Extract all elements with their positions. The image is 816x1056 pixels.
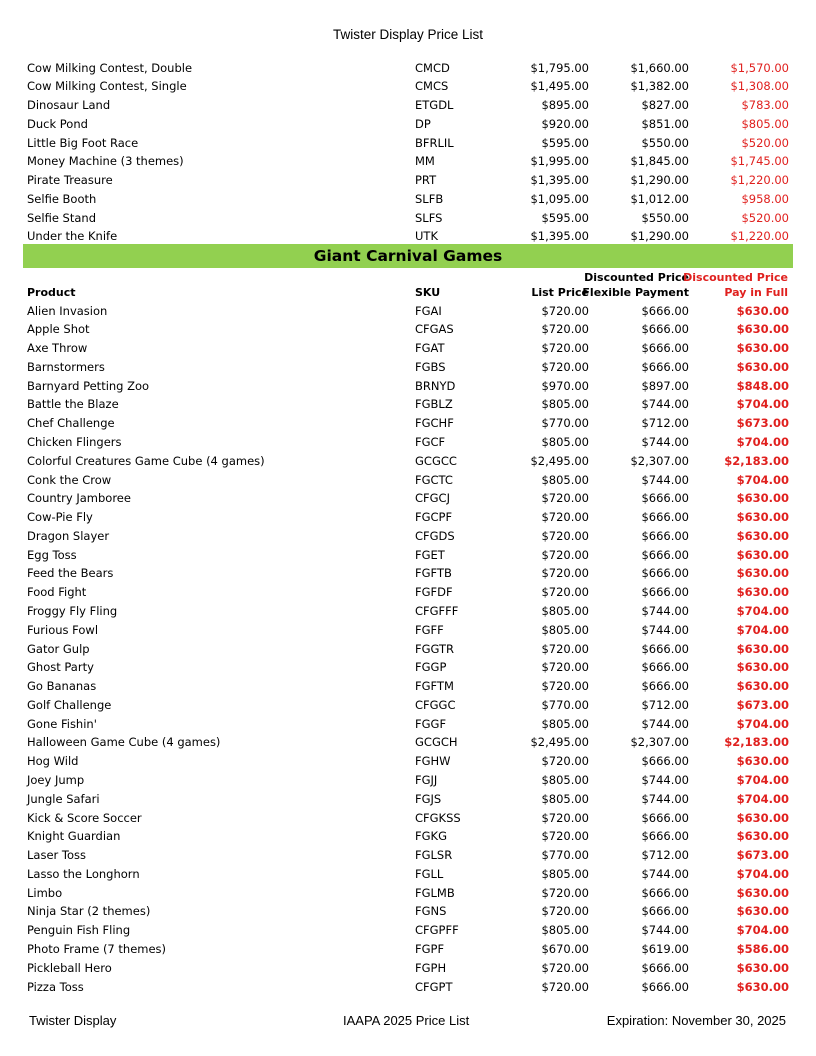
price-row — [27, 865, 791, 884]
sku: FGPF — [415, 942, 445, 957]
flexible-payment-price: $619.00 — [641, 942, 689, 957]
flexible-payment-price: $712.00 — [641, 416, 689, 431]
list-price: $720.00 — [541, 510, 589, 525]
pay-in-full-price: $1,745.00 — [730, 154, 789, 169]
sku: FGFDF — [415, 585, 453, 600]
flexible-payment-price: $744.00 — [641, 434, 689, 449]
pay-in-full-price: $704.00 — [736, 434, 789, 449]
product-name: Joey Jump — [27, 773, 85, 787]
list-price: $1,095.00 — [530, 191, 589, 206]
list-price: $720.00 — [541, 341, 589, 356]
sku: GCGCH — [415, 735, 458, 750]
list-price: $595.00 — [541, 135, 589, 150]
product-name: Selfie Stand — [27, 210, 96, 225]
list-price: $1,795.00 — [530, 60, 589, 75]
list-price: $2,495.00 — [530, 735, 589, 750]
product-name: Food Fight — [27, 585, 87, 600]
sku: FGET — [415, 547, 445, 562]
flexible-payment-price: $666.00 — [641, 341, 689, 356]
sku: FGAT — [415, 341, 445, 356]
product-name: Knight Guardian — [27, 829, 121, 844]
price-row — [27, 508, 791, 527]
sku: CMCS — [415, 79, 449, 94]
list-price: $720.00 — [541, 904, 589, 919]
pay-in-full-price: $2,183.00 — [724, 453, 789, 468]
product-name: Egg Toss — [27, 547, 77, 562]
list-price: $720.00 — [541, 585, 589, 600]
product-name: Axe Throw — [27, 341, 88, 356]
list-price: $1,995.00 — [530, 154, 589, 169]
list-price: $720.00 — [541, 528, 589, 543]
product-name: Selfie Booth — [27, 191, 97, 206]
list-price: $720.00 — [541, 566, 589, 581]
list-price: $805.00 — [541, 716, 589, 731]
price-row — [27, 602, 791, 621]
list-price: $720.00 — [541, 885, 589, 900]
price-row — [27, 640, 791, 659]
pay-in-full-price: $630.00 — [736, 359, 789, 374]
product-name: Dinosaur Land — [27, 98, 111, 112]
list-price: $595.00 — [541, 210, 589, 225]
pay-in-full-price: $630.00 — [736, 754, 789, 769]
list-price: $970.00 — [541, 378, 589, 393]
product-name: Under the Knife — [27, 229, 118, 244]
price-row — [27, 171, 791, 190]
list-price: $920.00 — [541, 116, 589, 131]
price-row — [27, 471, 791, 490]
header-full-line1: Discounted Price — [683, 271, 788, 284]
list-price: $2,495.00 — [530, 453, 589, 468]
pay-in-full-price: $783.00 — [741, 98, 789, 112]
flexible-payment-price: $666.00 — [641, 960, 689, 975]
list-price: $805.00 — [541, 791, 589, 806]
flexible-payment-price: $744.00 — [641, 716, 689, 731]
flexible-payment-price: $1,290.00 — [630, 229, 689, 244]
pay-in-full-price: $1,220.00 — [730, 229, 789, 244]
price-row — [27, 884, 791, 903]
flexible-payment-price: $666.00 — [641, 547, 689, 562]
sku: FGCPF — [415, 510, 453, 525]
product-name: Halloween Game Cube (4 games) — [27, 735, 221, 750]
flexible-payment-price: $666.00 — [641, 303, 689, 318]
flexible-payment-price: $666.00 — [641, 566, 689, 581]
price-row — [27, 564, 791, 583]
product-name: Hog Wild — [27, 754, 79, 769]
price-row — [27, 978, 791, 997]
product-name: Colorful Creatures Game Cube (4 games) — [27, 453, 265, 468]
flexible-payment-price: $666.00 — [641, 322, 689, 337]
sku: FGLMB — [415, 885, 455, 900]
product-name: Money Machine (3 themes) — [27, 154, 184, 169]
flexible-payment-price: $666.00 — [641, 491, 689, 506]
pay-in-full-price: $673.00 — [736, 416, 789, 431]
sku: FGKG — [415, 829, 447, 844]
pay-in-full-price: $630.00 — [736, 510, 789, 525]
product-name: Alien Invasion — [27, 303, 108, 318]
sku: ETGDL — [415, 98, 454, 112]
product-name: Duck Pond — [27, 116, 88, 131]
flexible-payment-price: $744.00 — [641, 923, 689, 938]
price-row — [27, 752, 791, 771]
price-row — [27, 489, 791, 508]
sku: FGLSR — [415, 848, 453, 863]
product-name: Cow-Pie Fly — [27, 510, 93, 525]
price-row — [27, 809, 791, 828]
sku: DP — [415, 116, 431, 131]
price-row — [27, 527, 791, 546]
sku: FGGF — [415, 716, 447, 731]
list-price: $805.00 — [541, 603, 589, 618]
list-price: $805.00 — [541, 622, 589, 637]
pay-in-full-price: $520.00 — [741, 210, 789, 225]
list-price: $770.00 — [541, 697, 589, 712]
price-row — [27, 134, 791, 153]
product-name: Golf Challenge — [27, 697, 112, 712]
price-row — [27, 395, 791, 414]
sku: FGFTB — [415, 566, 452, 581]
sku: FGFTM — [415, 679, 454, 694]
pay-in-full-price: $630.00 — [736, 979, 789, 994]
list-price: $805.00 — [541, 472, 589, 487]
sku: FGNS — [415, 904, 447, 919]
flexible-payment-price: $744.00 — [641, 397, 689, 412]
price-row — [27, 715, 791, 734]
price-row — [27, 320, 791, 339]
footer-left: Twister Display — [29, 1013, 117, 1028]
pay-in-full-price: $848.00 — [736, 378, 789, 393]
sku: CMCD — [415, 60, 450, 75]
pay-in-full-price: $704.00 — [736, 622, 789, 637]
pay-in-full-price: $704.00 — [736, 923, 789, 938]
pay-in-full-price: $1,220.00 — [730, 173, 789, 187]
sku: CFGAS — [415, 322, 454, 337]
header-full-line2: Pay in Full — [724, 286, 788, 299]
flexible-payment-price: $666.00 — [641, 585, 689, 600]
product-name: Gator Gulp — [27, 641, 90, 656]
flexible-payment-price: $744.00 — [641, 622, 689, 637]
product-name: Barnstormers — [27, 359, 105, 374]
price-row — [27, 190, 791, 209]
pay-in-full-price: $1,308.00 — [730, 79, 789, 94]
list-price: $770.00 — [541, 848, 589, 863]
product-name: Photo Frame (7 themes) — [27, 942, 167, 957]
list-price: $805.00 — [541, 397, 589, 412]
product-name: Go Bananas — [27, 679, 97, 694]
sku: FGCF — [415, 434, 446, 449]
pay-in-full-price: $2,183.00 — [724, 735, 789, 750]
pay-in-full-price: $630.00 — [736, 528, 789, 543]
flexible-payment-price: $2,307.00 — [630, 735, 689, 750]
pay-in-full-price: $630.00 — [736, 322, 789, 337]
pay-in-full-price: $1,570.00 — [730, 60, 789, 75]
pay-in-full-price: $630.00 — [736, 491, 789, 506]
sku: FGLL — [415, 866, 444, 881]
price-row — [27, 77, 791, 96]
flexible-payment-price: $744.00 — [641, 791, 689, 806]
product-name: Ninja Star (2 themes) — [27, 904, 151, 919]
flexible-payment-price: $666.00 — [641, 641, 689, 656]
price-row — [27, 677, 791, 696]
page-title: Twister Display Price List — [332, 27, 484, 42]
price-row — [27, 583, 791, 602]
header-list-price: List Price — [531, 286, 589, 299]
product-name: Jungle Safari — [27, 791, 100, 806]
flexible-payment-price: $666.00 — [641, 904, 689, 919]
price-row — [27, 358, 791, 377]
header-product: Product — [27, 286, 76, 299]
list-price: $1,395.00 — [530, 229, 589, 244]
price-row — [27, 621, 791, 640]
footer-right: Expiration: November 30, 2025 — [606, 1013, 786, 1028]
pay-in-full-price: $630.00 — [736, 641, 789, 656]
sku: FGCHF — [415, 416, 454, 431]
pay-in-full-price: $586.00 — [736, 942, 789, 957]
price-row — [27, 96, 791, 115]
flexible-payment-price: $666.00 — [641, 510, 689, 525]
product-name: Furious Fowl — [27, 622, 99, 637]
sku: CFGKSS — [415, 810, 461, 825]
product-name: Conk the Crow — [27, 472, 112, 487]
product-name: Cow Milking Contest, Single — [27, 79, 187, 94]
flexible-payment-price: $1,660.00 — [630, 60, 689, 75]
pay-in-full-price: $630.00 — [736, 660, 789, 675]
sku: CFGPFF — [415, 923, 459, 938]
sku: FGJJ — [415, 773, 438, 787]
product-name: Little Big Foot Race — [27, 135, 139, 150]
product-name: Kick & Score Soccer — [27, 810, 142, 825]
section-heading-giant-carnival-games: Giant Carnival Games — [23, 244, 793, 268]
sku: FGCTC — [415, 472, 453, 487]
price-row — [27, 733, 791, 752]
pay-in-full-price: $704.00 — [736, 397, 789, 412]
sku: CFGFFF — [415, 603, 459, 618]
flexible-payment-price: $2,307.00 — [630, 453, 689, 468]
price-row — [27, 59, 791, 78]
flexible-payment-price: $744.00 — [641, 866, 689, 881]
sku: CFGPT — [415, 979, 453, 994]
sku: FGJS — [415, 791, 442, 806]
flexible-payment-price: $744.00 — [641, 472, 689, 487]
pay-in-full-price: $958.00 — [741, 191, 789, 206]
sku: BRNYD — [415, 378, 456, 393]
list-price: $805.00 — [541, 866, 589, 881]
flexible-payment-price: $1,845.00 — [630, 154, 689, 169]
product-name: Country Jamboree — [27, 491, 131, 506]
pay-in-full-price: $630.00 — [736, 885, 789, 900]
product-name: Feed the Bears — [27, 566, 114, 581]
list-price: $720.00 — [541, 679, 589, 694]
product-name: Dragon Slayer — [27, 528, 110, 543]
product-name: Laser Toss — [27, 848, 86, 863]
list-price: $1,395.00 — [530, 173, 589, 187]
flexible-payment-price: $666.00 — [641, 885, 689, 900]
list-price: $720.00 — [541, 322, 589, 337]
list-price: $720.00 — [541, 547, 589, 562]
list-price: $720.00 — [541, 641, 589, 656]
pay-in-full-price: $630.00 — [736, 960, 789, 975]
flexible-payment-price: $744.00 — [641, 603, 689, 618]
flexible-payment-price: $550.00 — [641, 210, 689, 225]
pay-in-full-price: $630.00 — [736, 810, 789, 825]
price-row — [27, 940, 791, 959]
pay-in-full-price: $704.00 — [736, 866, 789, 881]
sku: FGGP — [415, 660, 447, 675]
price-row — [27, 921, 791, 940]
sku: CFGCJ — [415, 491, 450, 506]
sku: FGBS — [415, 359, 446, 374]
product-name: Lasso the Longhorn — [27, 866, 140, 881]
list-price: $720.00 — [541, 754, 589, 769]
sku: CFGGC — [415, 697, 456, 712]
sku: FGHW — [415, 754, 451, 769]
price-row — [27, 302, 791, 321]
product-name: Apple Shot — [27, 322, 90, 337]
product-name: Gone Fishin' — [27, 716, 97, 731]
pay-in-full-price: $704.00 — [736, 716, 789, 731]
flexible-payment-price: $712.00 — [641, 848, 689, 863]
header-flex-line2: Flexible Payment — [582, 286, 689, 299]
pay-in-full-price: $630.00 — [736, 341, 789, 356]
product-name: Chef Challenge — [27, 416, 115, 431]
pay-in-full-price: $704.00 — [736, 603, 789, 618]
flexible-payment-price: $744.00 — [641, 773, 689, 787]
price-row — [27, 658, 791, 677]
list-price: $770.00 — [541, 416, 589, 431]
list-price: $670.00 — [541, 942, 589, 957]
flexible-payment-price: $1,290.00 — [630, 173, 689, 187]
flexible-payment-price: $550.00 — [641, 135, 689, 150]
pay-in-full-price: $704.00 — [736, 773, 789, 787]
flexible-payment-price: $851.00 — [641, 116, 689, 131]
price-row — [27, 115, 791, 134]
flexible-payment-price: $1,382.00 — [630, 79, 689, 94]
product-name: Chicken Flingers — [27, 434, 122, 449]
flexible-payment-price: $666.00 — [641, 754, 689, 769]
product-name: Pizza Toss — [27, 979, 84, 994]
header-sku: SKU — [415, 286, 441, 299]
price-row — [27, 790, 791, 809]
product-name: Cow Milking Contest, Double — [27, 60, 193, 75]
price-row — [27, 846, 791, 865]
list-price: $720.00 — [541, 810, 589, 825]
list-price: $805.00 — [541, 923, 589, 938]
list-price: $720.00 — [541, 979, 589, 994]
flexible-payment-price: $897.00 — [641, 378, 689, 393]
flexible-payment-price: $666.00 — [641, 810, 689, 825]
list-price: $805.00 — [541, 773, 589, 787]
list-price: $720.00 — [541, 359, 589, 374]
pay-in-full-price: $630.00 — [736, 566, 789, 581]
list-price: $805.00 — [541, 434, 589, 449]
price-row — [27, 414, 791, 433]
flexible-payment-price: $666.00 — [641, 528, 689, 543]
sku: FGAI — [415, 303, 442, 318]
header-flex-line1: Discounted Price — [584, 271, 689, 284]
sku: SLFB — [415, 191, 444, 206]
product-name: Froggy Fly Fling — [27, 603, 118, 618]
flexible-payment-price: $666.00 — [641, 979, 689, 994]
sku: FGFF — [415, 622, 444, 637]
sku: FGBLZ — [415, 397, 453, 412]
product-name: Penguin Fish Fling — [27, 923, 131, 938]
pay-in-full-price: $630.00 — [736, 547, 789, 562]
pay-in-full-price: $630.00 — [736, 679, 789, 694]
flexible-payment-price: $827.00 — [641, 98, 689, 112]
price-row — [27, 152, 791, 171]
price-row — [27, 696, 791, 715]
flexible-payment-price: $666.00 — [641, 829, 689, 844]
sku: FGPH — [415, 960, 447, 975]
sku: PRT — [415, 173, 437, 187]
pay-in-full-price: $673.00 — [736, 848, 789, 863]
flexible-payment-price: $666.00 — [641, 660, 689, 675]
footer-center: IAAPA 2025 Price List — [343, 1013, 470, 1028]
product-name: Barnyard Petting Zoo — [27, 378, 150, 393]
pay-in-full-price: $630.00 — [736, 904, 789, 919]
product-name: Ghost Party — [27, 660, 94, 675]
price-row — [27, 771, 791, 790]
pay-in-full-price: $630.00 — [736, 585, 789, 600]
sku: BFRLIL — [415, 135, 454, 150]
sku: GCGCC — [415, 453, 457, 468]
product-name: Battle the Blaze — [27, 397, 119, 412]
sku: UTK — [415, 229, 438, 244]
flexible-payment-price: $666.00 — [641, 679, 689, 694]
pay-in-full-price: $704.00 — [736, 472, 789, 487]
price-row — [27, 902, 791, 921]
pay-in-full-price: $805.00 — [741, 116, 789, 131]
product-name: Pirate Treasure — [27, 173, 113, 187]
price-row — [27, 377, 791, 396]
list-price: $720.00 — [541, 960, 589, 975]
product-name: Limbo — [27, 885, 63, 900]
sku: CFGDS — [415, 528, 455, 543]
flexible-payment-price: $1,012.00 — [630, 191, 689, 206]
price-row — [27, 209, 791, 228]
pay-in-full-price: $630.00 — [736, 303, 789, 318]
flexible-payment-price: $666.00 — [641, 359, 689, 374]
sku: FGGTR — [415, 641, 455, 656]
list-price: $720.00 — [541, 829, 589, 844]
price-row — [27, 433, 791, 452]
pay-in-full-price: $673.00 — [736, 697, 789, 712]
list-price: $720.00 — [541, 491, 589, 506]
product-name: Pickleball Hero — [27, 960, 112, 975]
list-price: $895.00 — [541, 98, 589, 112]
pay-in-full-price: $704.00 — [736, 791, 789, 806]
list-price: $720.00 — [541, 660, 589, 675]
price-row — [27, 339, 791, 358]
list-price: $720.00 — [541, 303, 589, 318]
list-price: $1,495.00 — [530, 79, 589, 94]
price-row — [27, 546, 791, 565]
pay-in-full-price: $630.00 — [736, 829, 789, 844]
sku: SLFS — [415, 210, 443, 225]
flexible-payment-price: $712.00 — [641, 697, 689, 712]
sku: MM — [415, 154, 435, 169]
price-row — [27, 452, 791, 471]
price-row — [27, 827, 791, 846]
pay-in-full-price: $520.00 — [741, 135, 789, 150]
price-row — [27, 959, 791, 978]
